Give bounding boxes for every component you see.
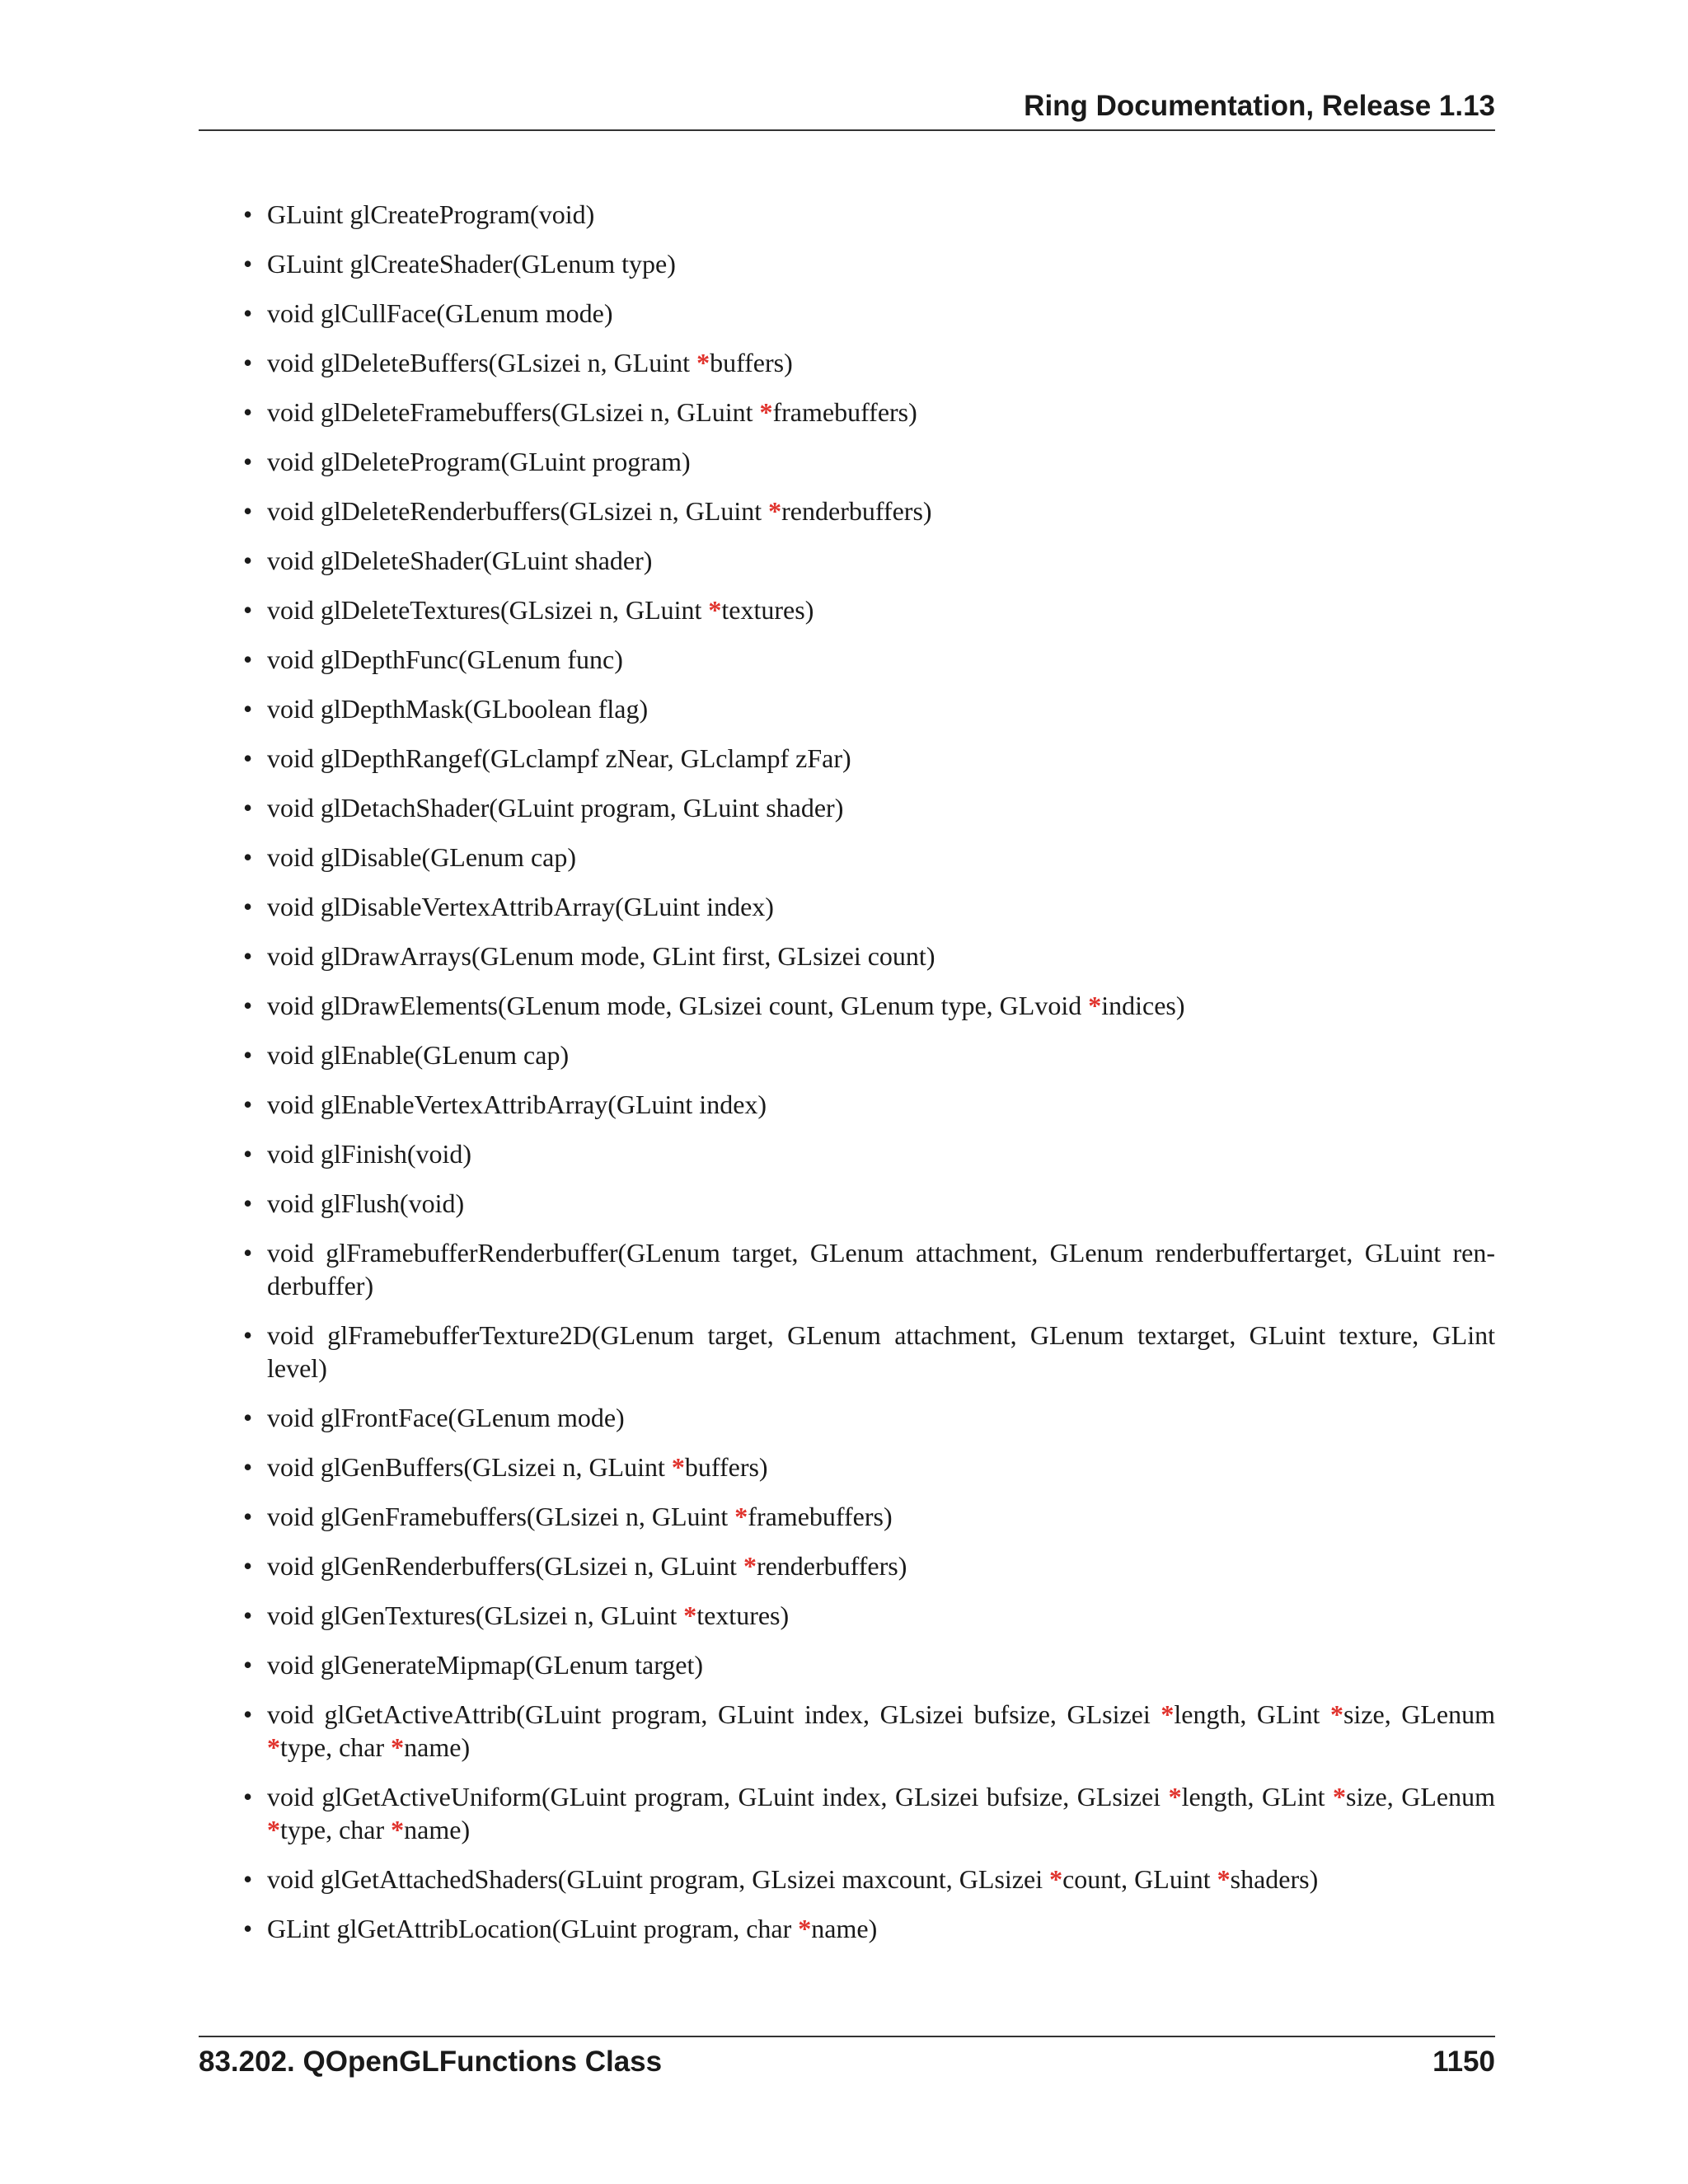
function-signature-item: • GLuint glCreateShader(GLenum type) (240, 247, 1495, 280)
function-signature-item: • void glDepthRangef(GLclampf zNear, GLclampf zFar) (240, 742, 1495, 775)
main-content (240, 198, 1495, 1961)
pointer-asterisk: * (768, 496, 782, 526)
function-signature-item: • GLint glGetAttribLocation(GLuint program, char *name) (240, 1912, 1495, 1945)
pointer-asterisk: * (391, 1732, 405, 1762)
function-signature-item: • void glDrawElements(GLenum mode, GLsizei count, GLenum type, GLvoid *indices) (240, 989, 1495, 1022)
function-signature-item: • void glCullFace(GLenum mode) (240, 297, 1495, 330)
function-list (240, 198, 1495, 1945)
function-signature-item: • void glFramebufferRenderbuffer(GLenum target, GLenum attachment, GLenum renderbuffertarget, GLuint ren-derbuffer) (240, 1236, 1495, 1302)
pointer-asterisk: * (671, 1452, 685, 1482)
header-divider (199, 129, 1495, 131)
function-signature-item: • void glGetActiveAttrib(GLuint program, GLuint index, GLsizei bufsize, GLsizei *length, GLint *size, GLenum *type, char *name) (240, 1698, 1495, 1764)
function-signature-item: • void glDeleteFramebuffers(GLsizei n, GLuint *framebuffers) (240, 396, 1495, 429)
function-signature-item: • void glGetActiveUniform(GLuint program, GLuint index, GLsizei bufsize, GLsizei *length, GLint *size, GLenum *type, char *name) (240, 1780, 1495, 1846)
pointer-asterisk: * (267, 1815, 280, 1844)
page-number: 1150 (1432, 2046, 1495, 2078)
function-signature-item: • void glDisable(GLenum cap) (240, 841, 1495, 874)
function-signature-item: • void glEnableVertexAttribArray(GLuint index) (240, 1088, 1495, 1121)
function-signature-item: • void glDeleteRenderbuffers(GLsizei n, GLuint *renderbuffers) (240, 494, 1495, 527)
function-signature-item: • void glGetAttachedShaders(GLuint program, GLsizei maxcount, GLsizei *count, GLuint *shaders) (240, 1863, 1495, 1896)
function-signature-item: • void glFrontFace(GLenum mode) (240, 1401, 1495, 1434)
function-signature-item: • void glGenFramebuffers(GLsizei n, GLuint *framebuffers) (240, 1500, 1495, 1533)
pointer-asterisk: * (1168, 1782, 1182, 1811)
pointer-asterisk: * (1333, 1782, 1346, 1811)
pointer-asterisk: * (708, 595, 722, 625)
function-signature-item: • void glDetachShader(GLuint program, GLuint shader) (240, 791, 1495, 824)
page-footer (199, 2045, 1495, 2079)
function-signature-item: • void glDeleteShader(GLuint shader) (240, 544, 1495, 577)
pointer-asterisk: * (759, 397, 773, 427)
pointer-asterisk: * (696, 348, 710, 377)
function-signature-item: • void glDrawArrays(GLenum mode, GLint first, GLsizei count) (240, 940, 1495, 972)
function-signature-item: • void glGenTextures(GLsizei n, GLuint *textures) (240, 1599, 1495, 1632)
pointer-asterisk: * (1088, 991, 1102, 1020)
function-signature-item: • void glGenRenderbuffers(GLsizei n, GLuint *renderbuffers) (240, 1549, 1495, 1582)
function-signature-item: • void glEnable(GLenum cap) (240, 1038, 1495, 1071)
function-signature-item: • void glGenerateMipmap(GLenum target) (240, 1648, 1495, 1681)
pointer-asterisk: * (1329, 1699, 1343, 1729)
function-signature-item: • void glFinish(void) (240, 1137, 1495, 1170)
pointer-asterisk: * (683, 1601, 697, 1630)
function-signature-item: • GLuint glCreateProgram(void) (240, 198, 1495, 231)
function-signature-item: • void glDeleteBuffers(GLsizei n, GLuint *buffers) (240, 346, 1495, 379)
function-signature-item: • void glDeleteTextures(GLsizei n, GLuint *textures) (240, 593, 1495, 626)
pointer-asterisk: * (267, 1732, 280, 1762)
function-signature-item: • void glDeleteProgram(GLuint program) (240, 445, 1495, 478)
pointer-asterisk: * (1160, 1699, 1175, 1729)
pointer-asterisk: * (798, 1914, 812, 1943)
pointer-asterisk: * (734, 1502, 748, 1531)
pointer-asterisk: * (743, 1551, 757, 1581)
footer-section-title: 83.202. QOpenGLFunctions Class (199, 2046, 663, 2078)
function-signature-item: • void glDisableVertexAttribArray(GLuint index) (240, 890, 1495, 923)
pointer-asterisk: * (1217, 1864, 1231, 1894)
page-header-title: Ring Documentation, Release 1.13 (1024, 90, 1495, 122)
function-signature-item: • void glDepthFunc(GLenum func) (240, 643, 1495, 676)
function-signature-item: • void glGenBuffers(GLsizei n, GLuint *buffers) (240, 1451, 1495, 1483)
function-signature-item: • void glDepthMask(GLboolean flag) (240, 692, 1495, 725)
pointer-asterisk: * (1049, 1864, 1063, 1894)
function-signature-item: • void glFlush(void) (240, 1187, 1495, 1220)
pointer-asterisk: * (391, 1815, 405, 1844)
function-signature-item: • void glFramebufferTexture2D(GLenum target, GLenum attachment, GLenum textarget, GLuint texture, GLint level) (240, 1319, 1495, 1385)
footer-divider (199, 2036, 1495, 2037)
